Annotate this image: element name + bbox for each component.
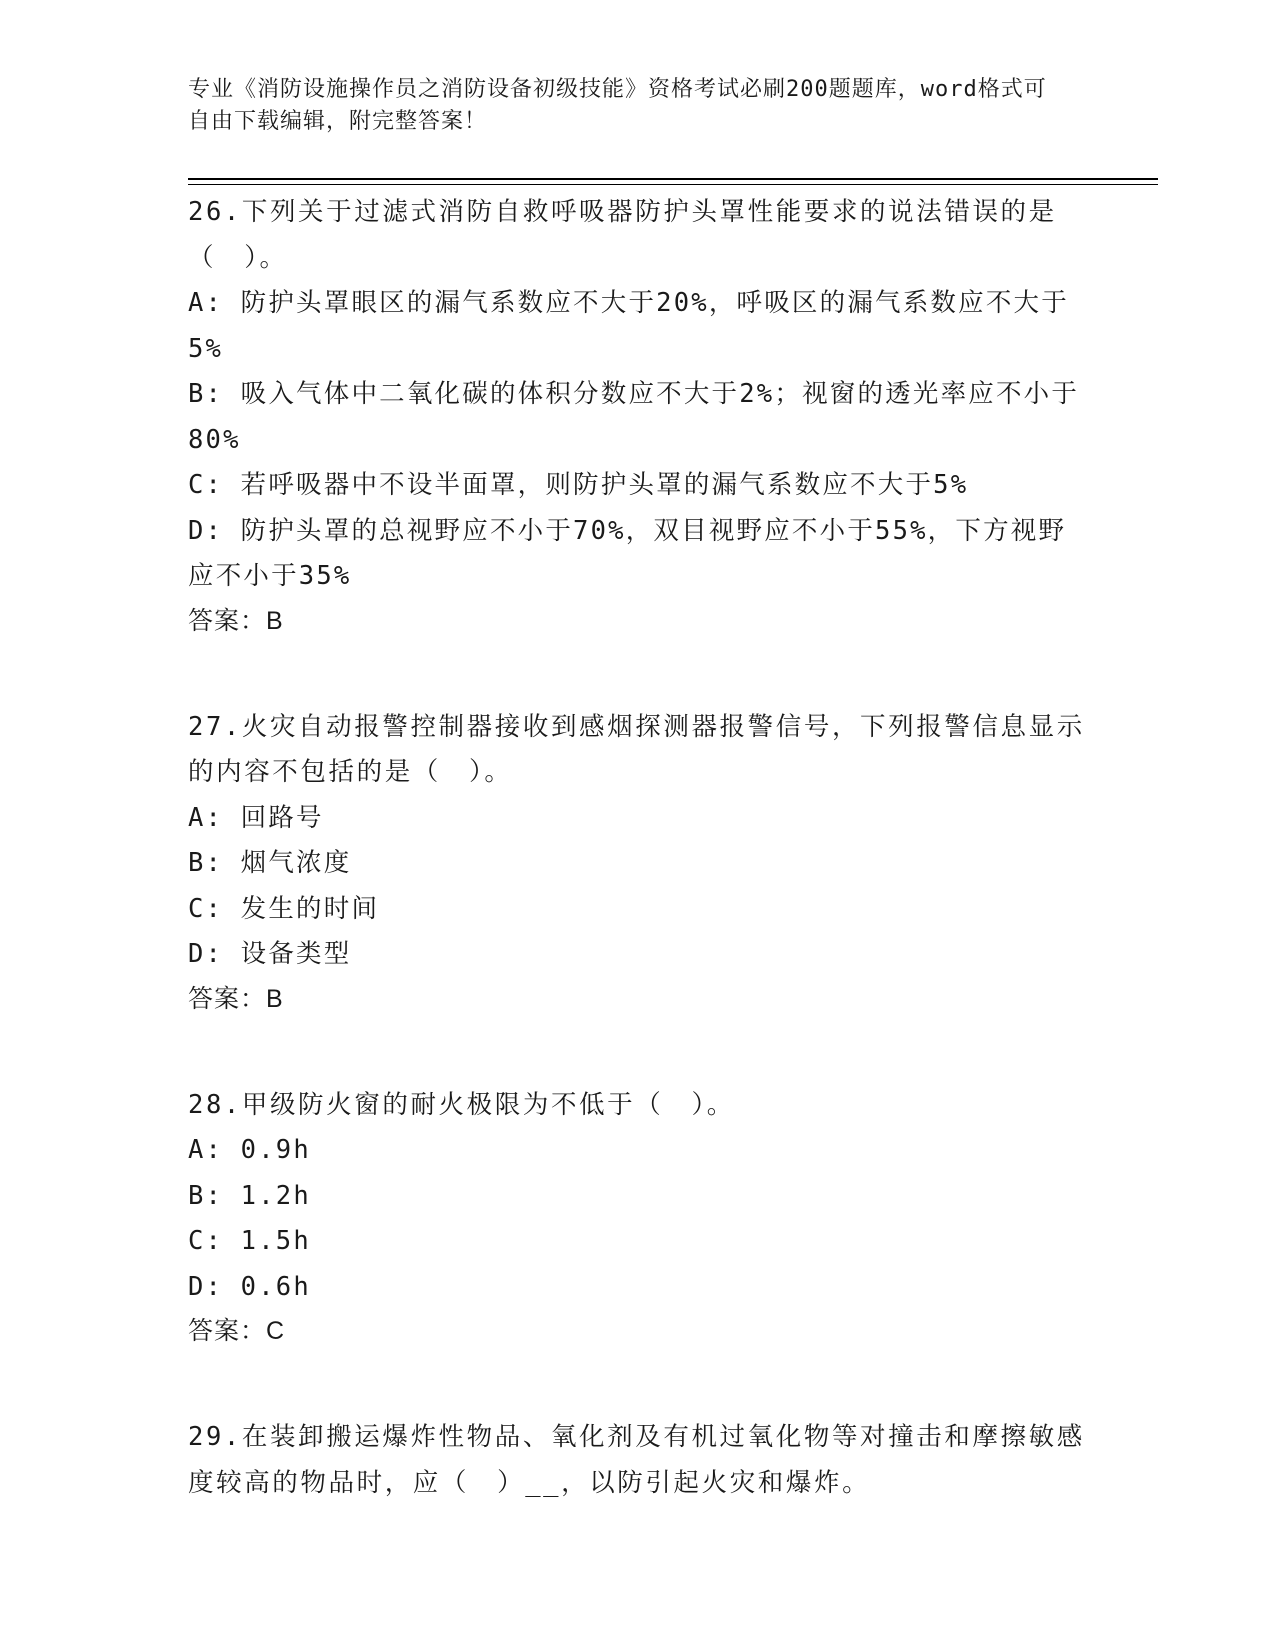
option-c: C: 若呼吸器中不设半面罩，则防护头罩的漏气系数应不大于5% — [188, 470, 969, 500]
question-27 — [188, 705, 1088, 1021]
option-b: B: 吸入气体中二氧化碳的体积分数应不大于2%；视窗的透光率应不小于80% — [188, 379, 1080, 455]
option-d: D: 防护头罩的总视野应不小于70%，双目视野应不小于55%，下方视野应不小于35% — [188, 515, 1067, 591]
option-c: C: 发生的时间 — [188, 893, 380, 924]
option-a: A: 0.9h — [188, 1135, 311, 1165]
option-b: B: 烟气浓度 — [188, 848, 352, 878]
option-c: C: 1.5h — [188, 1226, 311, 1256]
question-text: 29.在装卸搬运爆炸性物品、氧化剂及有机过氧化物等对撞击和摩擦敏感度较高的物品时，应（ ）__，以防引起火灾和爆炸。 — [188, 1422, 1085, 1498]
question-text: 28.甲级防火窗的耐火极限为不低于（ ）。 — [188, 1089, 735, 1120]
answer: 答案：B — [188, 606, 284, 635]
question-text: 26.下列关于过滤式消防自救呼吸器防护头罩性能要求的说法错误的是（ ）。 — [188, 197, 1057, 273]
option-d: D: 0.6h — [188, 1271, 311, 1302]
option-d: D: 设备类型 — [188, 939, 352, 969]
header-divider-thick — [188, 178, 1158, 180]
header-divider-thin — [188, 184, 1158, 185]
option-a: A: 回路号 — [188, 802, 324, 833]
option-a: A: 防护头罩眼区的漏气系数应不大于20%，呼吸区的漏气系数应不大于5% — [188, 288, 1069, 364]
question-29 — [188, 1415, 1088, 1506]
document-header: 专业《消防设施操作员之消防设备初级技能》资格考试必刷200题题库，word格式可自由下载编辑，附完整答案！ — [188, 77, 1047, 134]
question-list — [188, 190, 1088, 1568]
answer: 答案：B — [188, 984, 284, 1013]
question-26 — [188, 190, 1088, 643]
option-b: B: 1.2h — [188, 1180, 311, 1211]
question-text: 27.火灾自动报警控制器接收到感烟探测器报警信号，下列报警信息显示的内容不包括的是（ ）。 — [188, 711, 1085, 787]
answer: 答案：C — [188, 1317, 286, 1345]
question-28 — [188, 1083, 1088, 1354]
